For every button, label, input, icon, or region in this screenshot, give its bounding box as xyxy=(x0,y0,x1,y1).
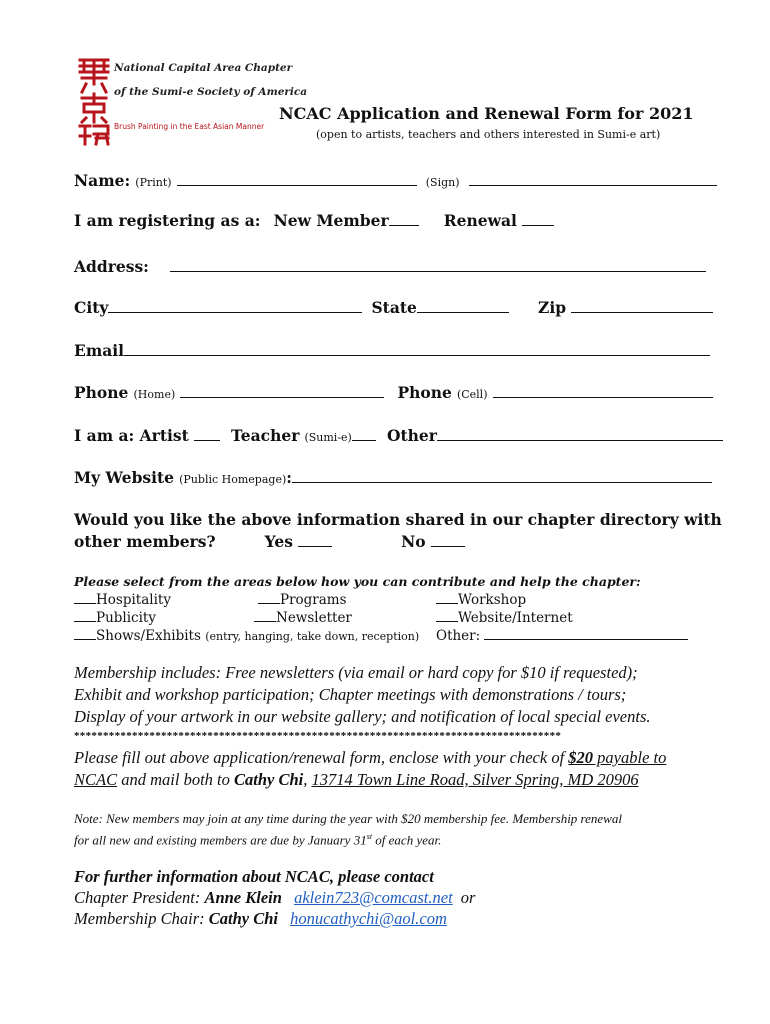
email-label: Email xyxy=(74,341,125,360)
option-newsletter[interactable] xyxy=(254,610,352,626)
contact-block xyxy=(74,866,475,929)
membership-line-2: Exhibit and workshop participation; Chapter meetings with demonstrations / tours; xyxy=(74,685,627,704)
note-sup: st xyxy=(366,832,373,841)
new-member-checkbox[interactable] xyxy=(389,213,419,226)
teacher-checkbox[interactable] xyxy=(352,428,376,441)
website-internet-label: Website/Internet xyxy=(458,610,573,626)
website-row xyxy=(74,468,712,487)
page-title: NCAC Application and Renewal Form for 2021 xyxy=(279,104,694,123)
email-row xyxy=(74,341,710,360)
hospitality-checkbox[interactable] xyxy=(74,592,96,604)
website-label: My Website xyxy=(74,468,175,487)
phone-cell-label: Phone xyxy=(397,383,452,402)
chair-email-link[interactable]: honucathychi@aol.com xyxy=(290,909,447,928)
new-member-label: New Member xyxy=(273,211,389,230)
zip-field[interactable] xyxy=(571,300,713,313)
registering-label: I am registering as a: xyxy=(74,211,261,230)
workshop-checkbox[interactable] xyxy=(436,592,458,604)
address-row xyxy=(74,257,706,276)
other-contribute-label: Other: xyxy=(436,628,481,644)
mail-comma: , xyxy=(303,770,312,789)
website-hint: (Public Homepage) xyxy=(179,473,287,486)
sumie-hint: (Sumi-e) xyxy=(304,431,352,444)
newsletter-checkbox[interactable] xyxy=(254,610,276,622)
note-line-1: Note: New members may join at any time during the year with $20 membership fee. Membership renewal xyxy=(74,811,622,826)
page-subtitle: (open to artists, teachers and others interested in Sumi-e art) xyxy=(316,128,661,141)
shows-label: Shows/Exhibits xyxy=(96,628,201,644)
president-email-link[interactable]: aklein723@comcast.net xyxy=(294,888,453,907)
no-label: No xyxy=(401,532,426,551)
option-hospitality[interactable] xyxy=(74,592,171,608)
workshop-label: Workshop xyxy=(458,592,527,608)
website-colon: : xyxy=(286,468,292,487)
president-name: Anne Klein xyxy=(204,888,282,907)
logo-line-1: National Capital Area Chapter xyxy=(114,62,293,74)
name-label: Name: xyxy=(74,171,131,190)
signature-field[interactable] xyxy=(469,173,717,186)
president-label: Chapter President: xyxy=(74,888,205,907)
state-label: State xyxy=(371,298,417,317)
mail-name: Cathy Chi xyxy=(234,770,304,789)
sign-hint: (Sign) xyxy=(425,176,460,189)
directory-question xyxy=(74,510,722,529)
directory-question-line1: Would you like the above information shared in our chapter directory with xyxy=(74,510,722,529)
mail-text-2: and mail both to xyxy=(117,770,234,789)
renewal-label: Renewal xyxy=(443,211,517,230)
print-hint: (Print) xyxy=(135,176,172,189)
registering-row xyxy=(74,211,554,230)
newsletter-label: Newsletter xyxy=(276,610,352,626)
contribute-heading: Please select from the areas below how you can contribute and help the chapter: xyxy=(74,574,641,589)
website-internet-checkbox[interactable] xyxy=(436,610,458,622)
address-field[interactable] xyxy=(170,259,706,272)
logo-tagline: Brush Painting in the East Asian Manner xyxy=(114,122,265,131)
artist-label: I am a: Artist xyxy=(74,426,189,445)
renewal-checkbox[interactable] xyxy=(522,213,554,226)
option-website[interactable] xyxy=(436,610,573,626)
teacher-label: Teacher xyxy=(230,426,300,445)
directory-question-line2: other members? xyxy=(74,532,216,551)
name-print-field[interactable] xyxy=(177,173,417,186)
seal-logo-icon xyxy=(76,56,112,148)
chair-label: Membership Chair: xyxy=(74,909,209,928)
cell-hint: (Cell) xyxy=(456,388,488,401)
mail-ncac: NCAC xyxy=(74,770,118,789)
membership-line-1: Membership includes: Free newsletters (via email or hard copy for $10 if requested); xyxy=(74,663,638,682)
zip-label: Zip xyxy=(538,298,567,317)
note-block xyxy=(74,810,622,849)
mail-address: 13714 Town Line Road, Silver Spring, MD 20906 xyxy=(311,770,639,789)
role-row xyxy=(74,426,723,445)
mail-payable: payable to xyxy=(593,748,667,767)
no-checkbox[interactable] xyxy=(431,534,465,547)
other-contribute-field[interactable] xyxy=(484,628,688,640)
address-label: Address: xyxy=(74,257,149,276)
yes-label: Yes xyxy=(264,532,293,551)
city-field[interactable] xyxy=(108,300,362,313)
shows-checkbox[interactable] xyxy=(74,628,96,640)
mail-instructions xyxy=(74,747,666,791)
city-row xyxy=(74,298,713,317)
option-publicity[interactable] xyxy=(74,610,156,626)
website-field[interactable] xyxy=(292,470,712,483)
contact-or: or xyxy=(460,888,476,907)
mail-text-1: Please fill out above application/renewal form, enclose with your check of xyxy=(74,748,569,767)
state-field[interactable] xyxy=(417,300,509,313)
other-label: Other xyxy=(386,426,437,445)
logo-line-2: of the Sumi-e Society of America xyxy=(114,86,308,98)
option-programs[interactable] xyxy=(258,592,347,608)
shows-hint: (entry, hanging, take down, reception) xyxy=(205,630,420,643)
publicity-label: Publicity xyxy=(96,610,156,626)
option-shows[interactable] xyxy=(74,628,419,644)
phone-row xyxy=(74,383,713,402)
logo xyxy=(76,56,308,150)
option-other[interactable] xyxy=(436,628,688,644)
hospitality-label: Hospitality xyxy=(96,592,171,608)
email-field[interactable] xyxy=(124,343,710,356)
note-line-2: for all new and existing members are due by January 31 xyxy=(74,832,367,848)
phone-cell-field[interactable] xyxy=(493,385,713,398)
mail-amount: $20 xyxy=(568,748,594,767)
chair-name: Cathy Chi xyxy=(208,909,278,928)
directory-answer-row xyxy=(74,532,465,551)
yes-checkbox[interactable] xyxy=(298,534,332,547)
phone-home-label: Phone xyxy=(74,383,129,402)
other-role-field[interactable] xyxy=(437,428,723,441)
membership-block xyxy=(74,662,651,728)
star-divider: ************************************************************************************ xyxy=(74,730,562,742)
name-row xyxy=(74,171,717,190)
programs-label: Programs xyxy=(280,592,347,608)
artist-checkbox[interactable] xyxy=(194,428,220,441)
programs-checkbox[interactable] xyxy=(258,592,280,604)
membership-line-3: Display of your artwork in our website gallery; and notification of local special events. xyxy=(74,707,651,726)
publicity-checkbox[interactable] xyxy=(74,610,96,622)
phone-home-field[interactable] xyxy=(180,385,384,398)
note-line-2-end: of each year. xyxy=(372,832,442,848)
city-label: City xyxy=(74,298,109,317)
home-hint: (Home) xyxy=(133,388,176,401)
contact-heading: For further information about NCAC, please contact xyxy=(74,867,434,886)
option-workshop[interactable] xyxy=(436,592,526,608)
